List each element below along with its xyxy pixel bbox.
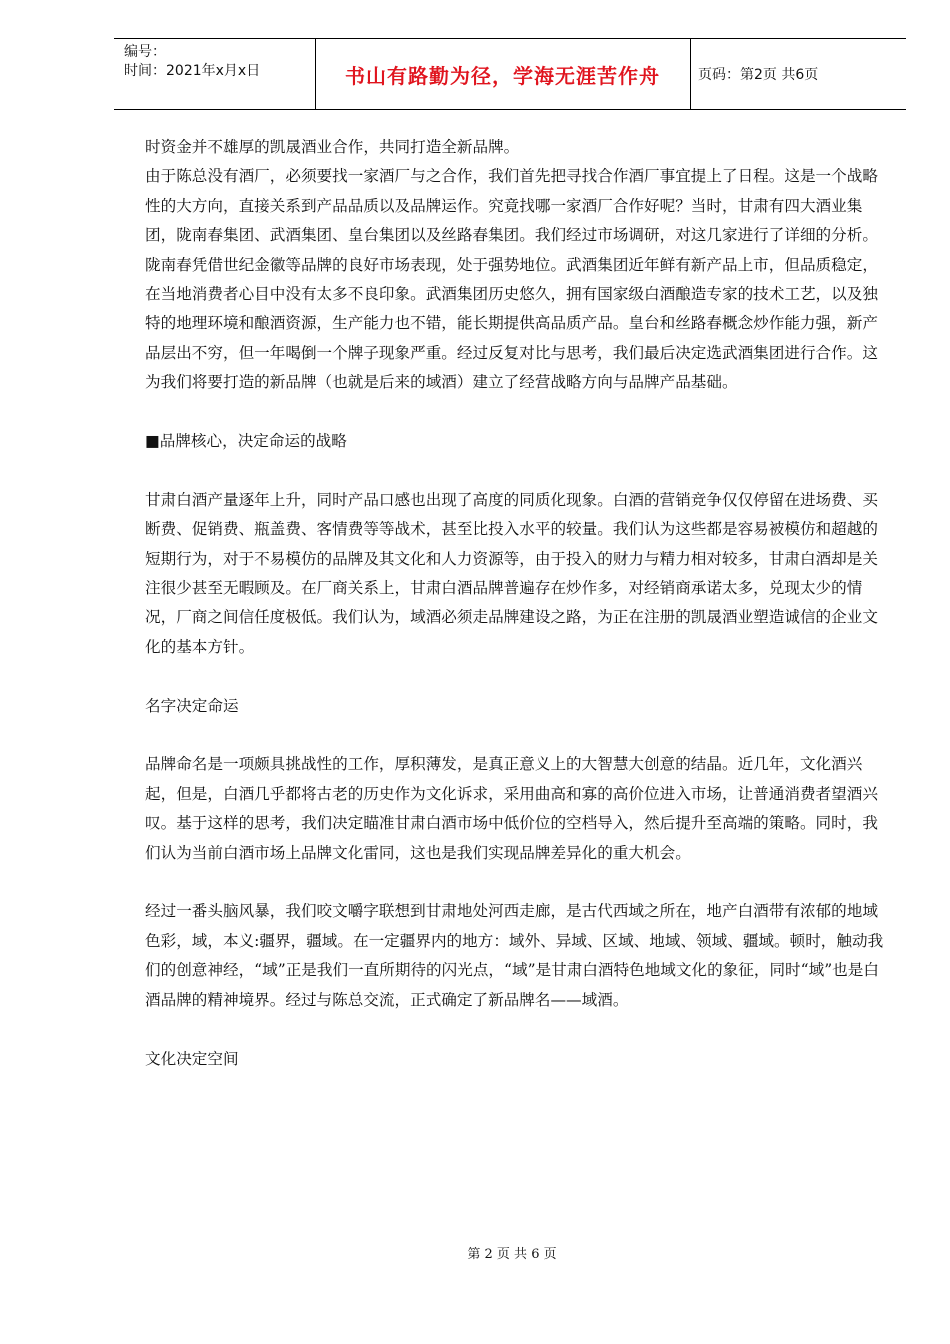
section-heading: 名字决定命运 [145, 696, 239, 715]
paragraph: 经过一番头脑风暴，我们咬文嚼字联想到甘肃地处河西走廊，是古代西域之所在，地产白酒带有浓郁的地域色彩，域，本义:疆界，疆域。在一定疆界内的地方：域外、异域、区域、地域、领域、疆域。顿时，触动我们的创意神经，“域”正是我们一直所期待的闪光点，“域”是甘肃白酒特色地域文化的象征，同时“域”也是白酒品牌的精神境界。经过与陈总交流，正式确定了新品牌名——域酒。 [145, 902, 884, 1009]
header-meta [114, 39, 314, 109]
section-heading: 文化决定空间 [145, 1049, 239, 1068]
document-body [145, 133, 890, 1074]
paragraph: 品牌命名是一项颇具挑战性的工作，厚积薄发，是真正意义上的大智慧大创意的结晶。近几年，文化酒兴起，但是，白酒几乎都将古老的历史作为文化诉求，采用曲高和寡的高价位进入市场，让普通消费者望酒兴叹。基于这样的思考，我们决定瞄准甘肃白酒市场中低价位的空档导入，然后提升至高端的策略。同时，我们认为当前白酒市场上品牌文化雷同，这也是我们实现品牌差异化的重大机会。 [145, 755, 878, 862]
paragraph: 由于陈总没有酒厂，必须要找一家酒厂与之合作，我们首先把寻找合作酒厂事宜提上了日程。这是一个战略性的大方向，直接关系到产品品质以及品牌运作。究竟找哪一家酒厂合作好呢？当时，甘肃有四大酒业集团，陇南春集团、武酒集团、皇台集团以及丝路春集团。我们经过市场调研，对这几家进行了详细的分析。陇南春凭借世纪金徽等品牌的良好市场表现，处于强势地位。武酒集团近年鲜有新产品上市，但品质稳定，在当地消费者心目中没有太多不良印象。武酒集团历史悠久，拥有国家级白酒酿造专家的技术工艺，以及独特的地理环境和酿酒资源，生产能力也不错，能长期提供高品质产品。皇台和丝路春概念炒作能力强，新产品层出不穷，但一年喝倒一个牌子现象严重。经过反复对比与思考，我们最后决定选武酒集团进行合作。这为我们将要打造的新品牌（也就是后来的域酒）建立了经营战略方向与品牌产品基础。 [145, 167, 878, 392]
number-label: 编号： [124, 44, 166, 60]
page-footer: 第 2 页 共 6 页 [467, 1247, 557, 1262]
header-motto: 书山有路勤为径，学海无涯苦作舟 [345, 63, 660, 88]
header-page-info: 页码：第2页 共6页 [698, 67, 819, 83]
time-label: 时间：2021年x月x日 [124, 63, 261, 79]
paragraph: 时资金并不雄厚的凯晟酒业合作，共同打造全新品牌。 [145, 138, 520, 156]
page-header [114, 38, 906, 110]
paragraph: 甘肃白酒产量逐年上升，同时产品口感也出现了高度的同质化现象。白酒的营销竞争仅仅停留在进场费、买断费、促销费、瓶盖费、客情费等等战术，甚至比投入水平的较量。我们认为这些都是容易被模仿和超越的短期行为，对于不易模仿的品牌及其文化和人力资源等，由于投入的财力与精力相对较多，甘肃白酒却是关注很少甚至无暇顾及。在厂商关系上，甘肃白酒品牌普遍存在炒作多，对经销商承诺太多，兑现太少的情况，厂商之间信任度极低。我们认为，域酒必须走品牌建设之路，为正在注册的凯晟酒业塑造诚信的企业文化的基本方针。 [145, 490, 878, 656]
section-heading: ■品牌核心，决定命运的战略 [145, 432, 347, 451]
header-divider [690, 39, 691, 109]
